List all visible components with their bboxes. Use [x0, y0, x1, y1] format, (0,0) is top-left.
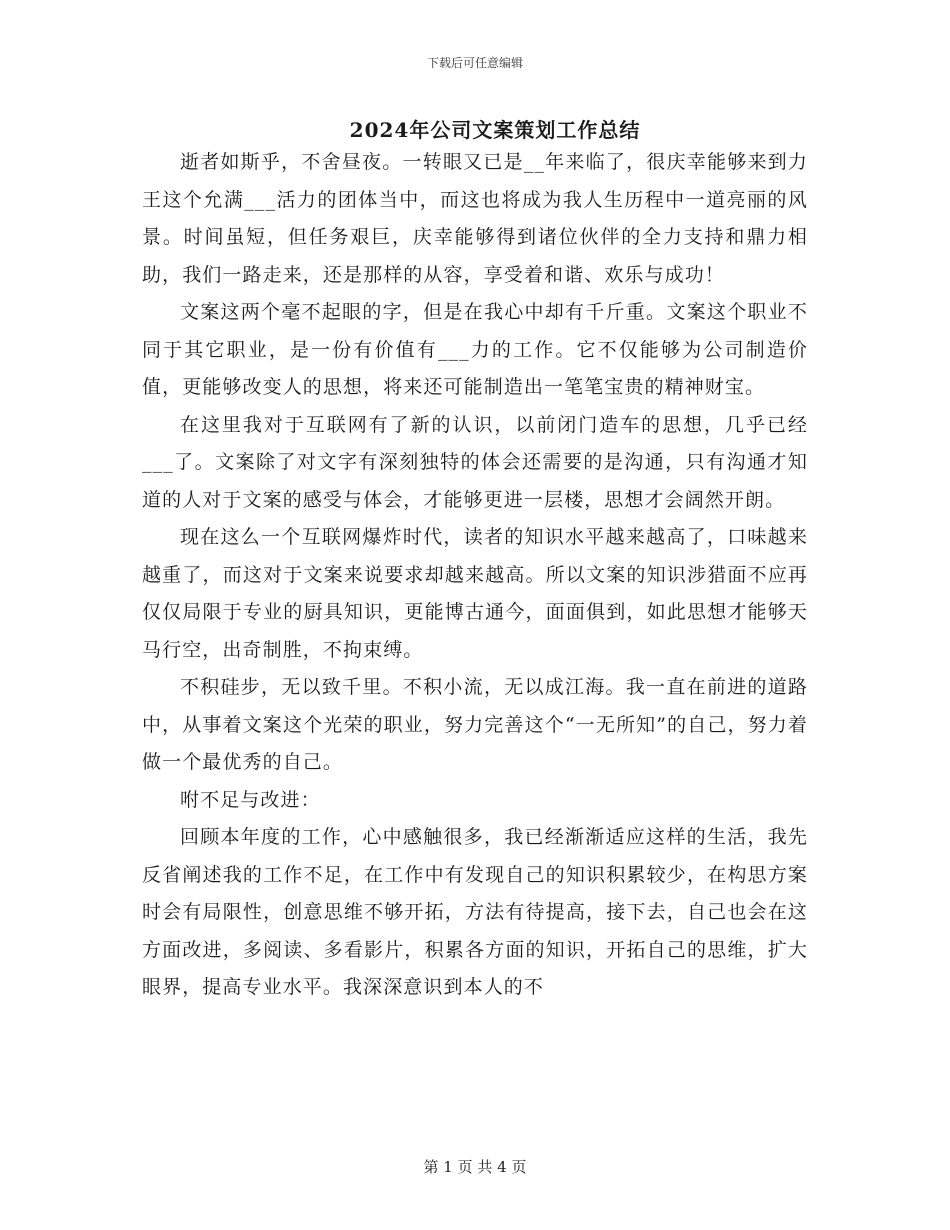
- paragraph-2: 文案这两个毫不起眼的字，但是在我心中却有千斤重。文案这个职业不同于其它职业，是一份有价值有___力的工作。它不仅能够为公司制造价值，更能够改变人的思想，将来还可能制造出一笔笔宝贵的精神财宝。: [142, 301, 808, 398]
- document-body: [142, 144, 808, 1007]
- paragraph-3: 在这里我对于互联网有了新的认识，以前闭门造车的思想，几乎已经___了。文案除了对文字有深刻独特的体会还需要的是沟通，只有沟通才知道的人对于文案的感受与体会，才能够更进一层楼，思想才会阔然开朗。: [142, 413, 808, 511]
- paragraph-4: 现在这么一个互联网爆炸时代，读者的知识水平越来越高了，口味越来越重了，而这对于文案来说要求却越来越高。所以文案的知识涉猎面不应再仅仅局限于专业的厨具知识，更能博古通今，面面俱到，如此思想才能够天马行空，出奇制胜，不拘束缚。: [142, 526, 808, 661]
- paragraph-6: 回顾本年度的工作，心中感触很多，我已经渐渐适应这样的生活，我先反省阐述我的工作不足，在工作中有发现自己的知识积累较少，在构思方案时会有局限性，创意思维不够开拓，方法有待提高，接下去，自己也会在这方面改进，多阅读、多看影片，积累各方面的知识，开拓自己的思维，扩大眼界，提高专业水平。我深深意识到本人的不: [142, 826, 808, 998]
- header-note: 下载后可任意编辑: [426, 56, 523, 70]
- paragraph-5: 不积硅步，无以致千里。不积小流，无以成江海。我一直在前进的道路中，从事着文案这个光荣的职业，努力完善这个“一无所知”的自己，努力着做一个最优秀的自己。: [142, 676, 808, 773]
- document-title: 2024年公司文案策划工作总结: [349, 118, 641, 142]
- page-number-footer: 第 1 页 共 4 页: [423, 1158, 527, 1176]
- paragraph-1: 逝者如斯乎，不舍昼夜。一转眼又已是__年来临了，很庆幸能够来到力王这个允满___活力的团体当中，而这也将成为我人生历程中一道亮丽的风景。时间虽短，但任务艰巨，庆幸能够得到诸位伙伴的全力支持和鼎力相助，我们一路走来，还是那样的从容，享受着和谐、欢乐与成功！: [142, 151, 808, 286]
- section-heading: 咐不足与改进：: [180, 788, 321, 811]
